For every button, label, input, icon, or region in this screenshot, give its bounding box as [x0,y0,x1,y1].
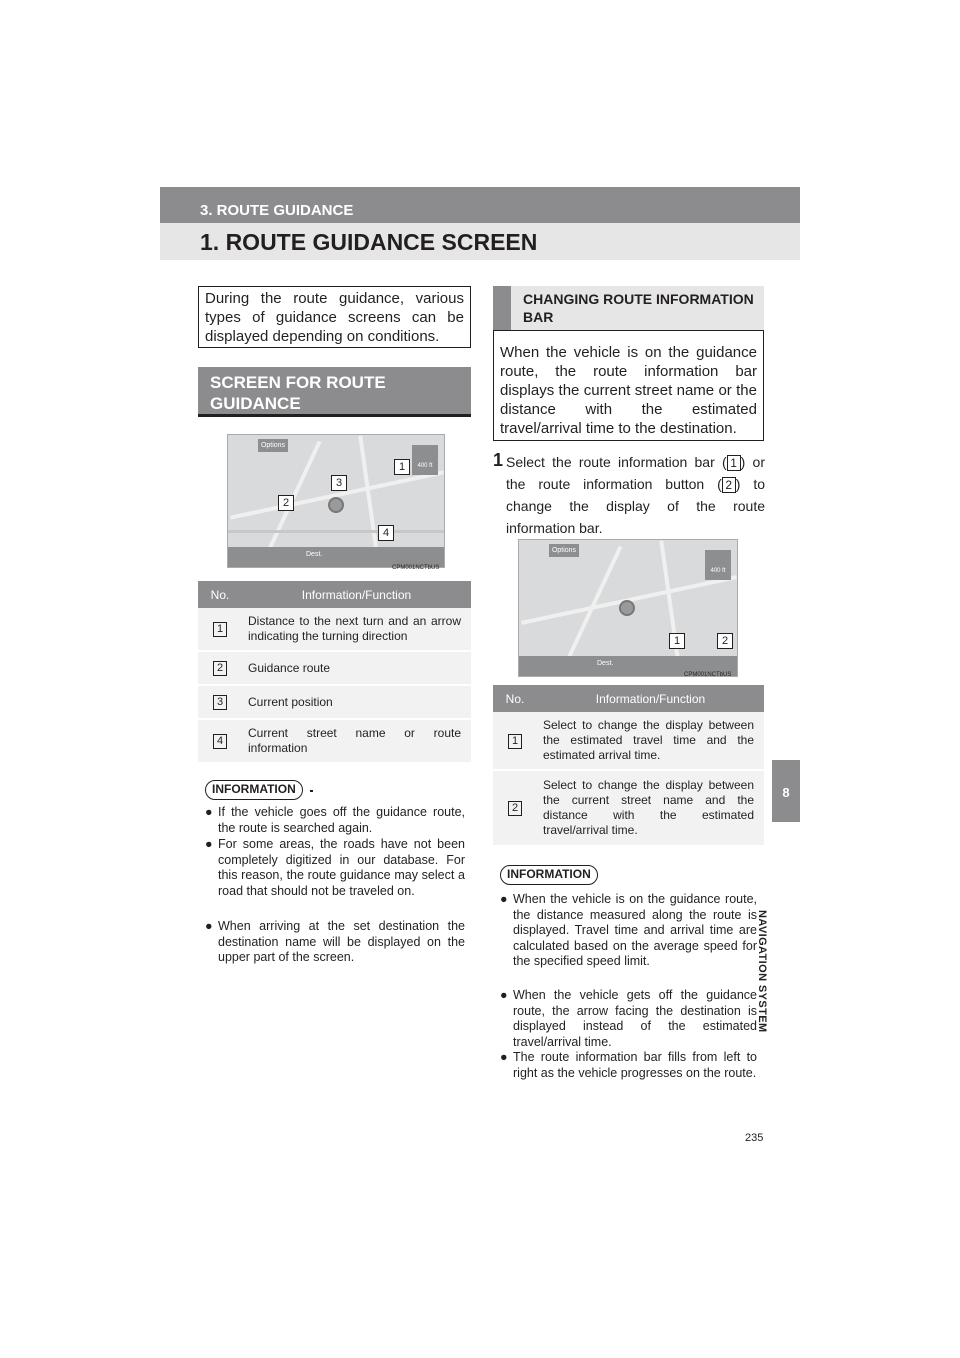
step-number: 1 [493,450,504,470]
route-bar-map-image [518,539,738,677]
info-label: INFORMATION [205,780,303,800]
col-no: No. [493,685,537,712]
page-title: 1. ROUTE GUIDANCE SCREEN [200,229,538,255]
row-number: 3 [213,695,227,710]
info-rule [310,790,313,792]
col-function: Information/Function [242,581,471,608]
callout-2: 2 [278,495,294,511]
table-row [198,719,471,763]
info-item: ● When the vehicle is on the guidance route, the distance measured along the route is displayed. Travel time and arrival time are calculated based on the average speed for the specified speed limit. [500,892,757,968]
row-text: Distance to the next turn and an arrow indicating the turning direction [242,608,471,651]
image-caption: CPM001NCTbUS [684,672,732,678]
col-function: Information/Function [537,685,764,712]
callout-2: 2 [717,633,733,649]
callout-1: 1 [394,459,410,475]
info-item: ● The route information bar fills from left to right as the vehicle progresses on the route. [500,1050,757,1080]
callout-1: 1 [669,633,685,649]
row-text: Select to change the display between the current street name and the distance with the estimated travel/arrival time. [537,770,764,846]
turn-arrow-image: 400 ft [412,445,438,475]
row-number: 2 [213,661,227,676]
table-row [493,770,764,846]
page-number: 235 [745,1132,764,1144]
ref-2: 2 [722,477,736,493]
callout-3: 3 [331,475,347,491]
row-number: 4 [213,734,227,749]
row-text: Select to change the display between the estimated travel time and the estimated arrival time. [537,712,764,770]
row-number: 1 [213,622,227,637]
guidance-map-image [227,434,445,568]
table-row [493,712,764,770]
image-caption: CPM001NCTbUS [392,565,440,571]
ref-1: 1 [727,455,741,471]
info-label: INFORMATION [500,865,598,885]
callout-4: 4 [378,525,394,541]
info-item: ● For some areas, the roads have not been completely digitized in our database. For this reason, the route guidance may select a road that should not be traveled on. [205,837,465,898]
intro-box: During the route guidance, various types of guidance screens can be displayed depending on conditions. [198,286,471,348]
table-row [198,608,471,651]
options-button-image: Options [258,439,288,452]
row-text: Current position [242,685,471,719]
section-heading-bar: CHANGING ROUTE INFORMATION BAR [493,286,764,330]
dest-button-image: Dest. [306,551,323,558]
table-row [198,651,471,685]
step-1: 1 Select the route information bar ( 1 ) or the route information button ( 2 ) to change the display of the route information bar. [493,450,765,536]
row-text: Guidance route [242,651,471,685]
position-marker [328,497,344,513]
section-heading-screen: SCREEN FOR ROUTE GUIDANCE [198,367,471,417]
row-number: 2 [508,801,522,816]
row-number: 1 [508,734,522,749]
chapter-tab [772,760,800,822]
col-no: No. [198,581,242,608]
map-button-bar [228,547,444,567]
right-info-table [493,685,764,847]
dest-button-image: Dest. [597,660,614,667]
info-item: ● If the vehicle goes off the guidance route, the route is searched again. [205,805,465,835]
section-label: 3. ROUTE GUIDANCE [200,202,354,219]
turn-arrow-image: 400 ft [705,550,731,580]
table-row [198,685,471,719]
info-item: ● When the vehicle gets off the guidance route, the arrow facing the destination is displayed instead of the estimated travel/arrival time. [500,988,757,1049]
row-text: Current street name or route information [242,719,471,763]
position-marker [619,600,635,616]
chapter-label: NAVIGATION SYSTEM [756,910,768,1033]
route-bar-info-box: When the vehicle is on the guidance route, the route information bar displays the current street name or the distance with the estimated travel/arrival time to the destination. [493,330,764,441]
options-button-image: Options [549,544,579,557]
info-item: ● When arriving at the set destination the destination name will be displayed on the upper part of the screen. [205,919,465,964]
chapter-number: 8 [782,785,790,800]
left-info-table [198,581,471,764]
